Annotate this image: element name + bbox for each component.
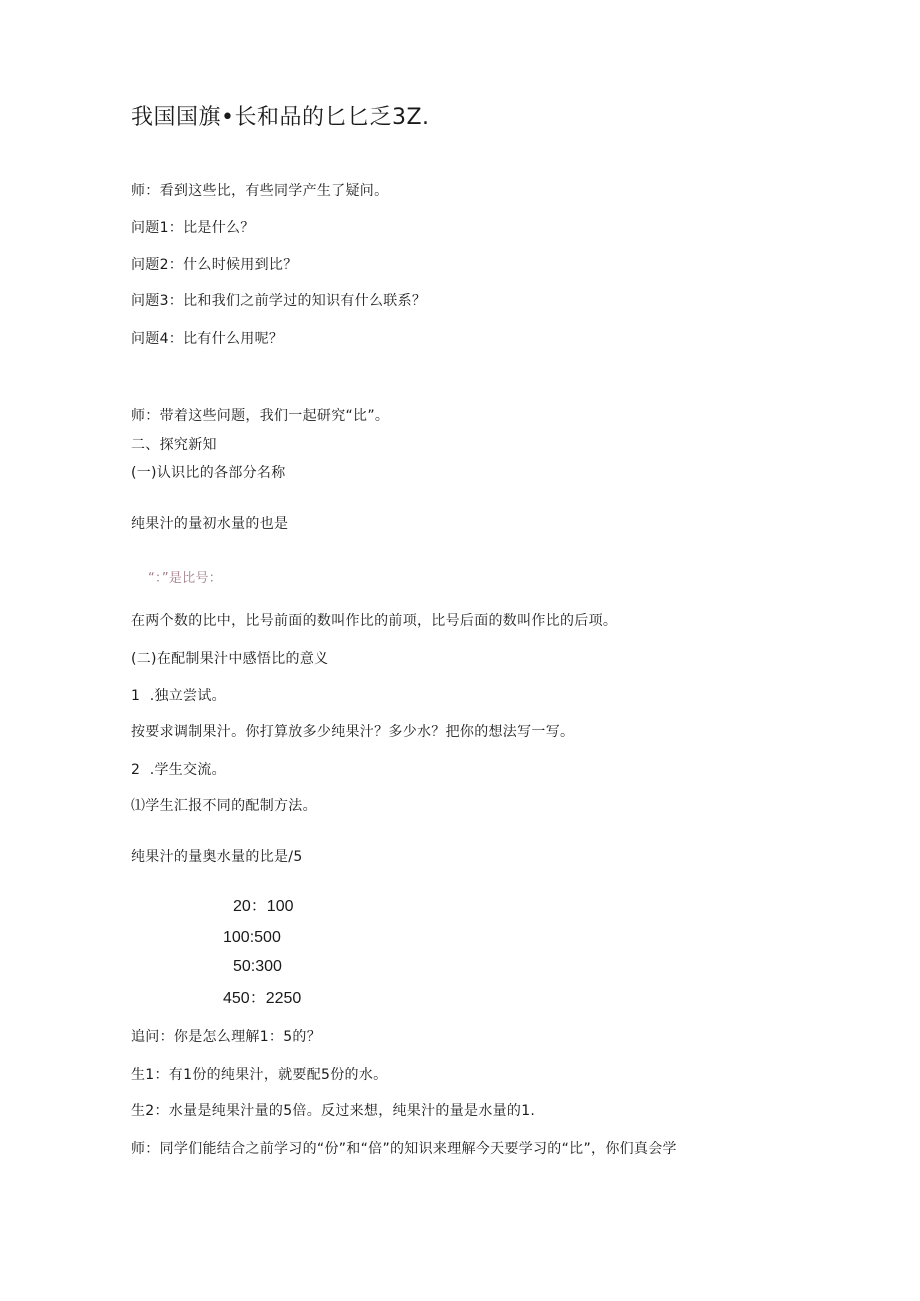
teacher-line-research: 师：带着这些问题，我们一起研究“比”。 — [131, 408, 390, 424]
ratio-sign-note: “：”是比号： — [148, 571, 223, 586]
ratio-example: 20：100 — [233, 898, 294, 915]
question-1: 问题1：比是什么？ — [131, 220, 255, 236]
teacher-summary: 师：同学们能结合之前学习的“份”和“倍”的知识来理解今天要学习的“比”，你们真会学 — [131, 1141, 677, 1157]
question-3: 问题3：比和我们之前学过的知识有什么联系？ — [131, 293, 427, 309]
step-1-instruction: 按要求调制果汁。你打算放多少纯果汁？多少水？把你的想法写一写。 — [131, 724, 575, 740]
juice-ratio-result: 纯果汁的量奥水量的比是/5 — [131, 849, 303, 865]
student-2-answer: 生2：水量是纯果汁量的5倍。反过来想，纯果汁的量是水量的1. — [131, 1103, 536, 1119]
question-4: 问题4：比有什么用呢？ — [131, 331, 284, 347]
ratio-example: 50:300 — [233, 958, 282, 975]
step-2: 2 .学生交流。 — [131, 762, 226, 778]
subsection-heading-1: (一)认识比的各部分名称 — [131, 465, 286, 481]
ratio-example: 450：2250 — [223, 990, 302, 1007]
page-heading: 我国国旗•长和品的匕匕乏3Z. — [131, 105, 430, 130]
follow-up-question: 追问：你是怎么理解1：5的？ — [131, 1029, 322, 1045]
section-heading-explore: 二、探究新知 — [131, 437, 217, 453]
step-2-sub-1: ⑴学生汇报不同的配制方法。 — [131, 798, 317, 814]
juice-ratio-statement: 纯果汁的量初水量的也是 — [131, 516, 289, 532]
ratio-example: 100:500 — [223, 929, 281, 946]
student-1-answer: 生1：有1份的纯果汁，就要配5份的水。 — [131, 1067, 388, 1083]
ratio-terms-definition: 在两个数的比中，比号前面的数叫作比的前项，比号后面的数叫作比的后项。 — [131, 613, 618, 629]
teacher-line-question-intro: 师：看到这些比，有些同学产生了疑问。 — [131, 183, 389, 199]
subsection-heading-2: (二)在配制果汁中感悟比的意义 — [131, 651, 329, 667]
question-2: 问题2：什么时候用到比？ — [131, 257, 298, 273]
step-1: 1 .独立尝试。 — [131, 688, 226, 704]
